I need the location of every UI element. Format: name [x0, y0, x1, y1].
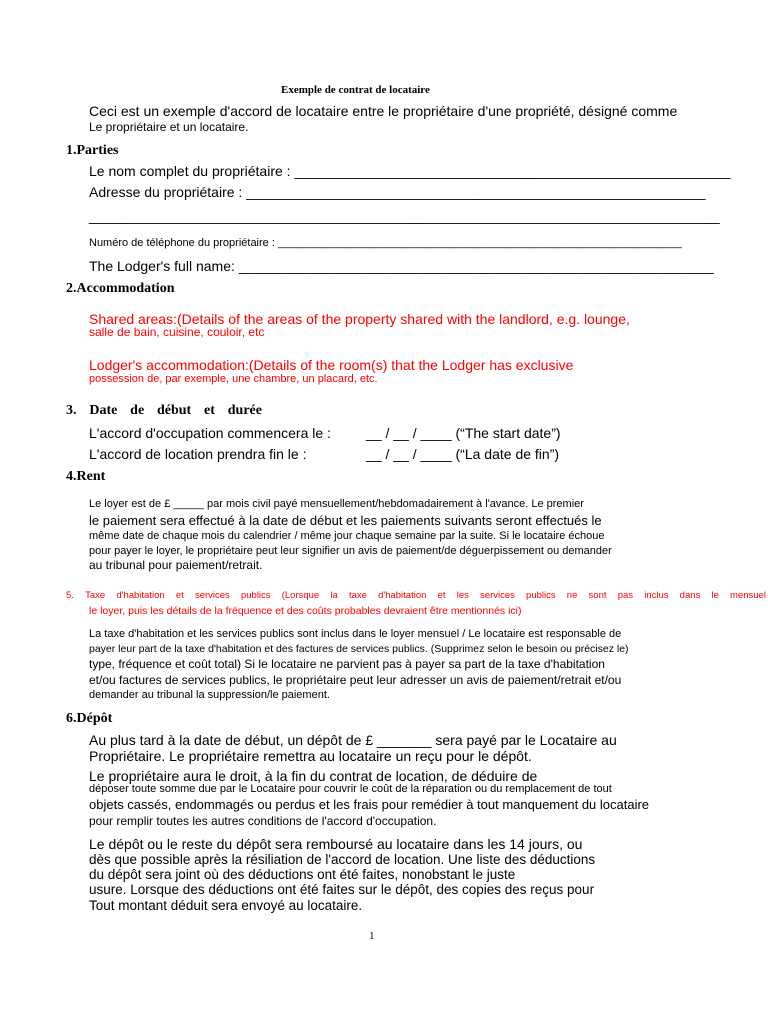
end-date-value: __ / __ / ____ (“La date de fin”): [366, 446, 560, 462]
deposit-p2-line-2: déposer toute somme due par le Locataire pour couvrir le coût de la réparation ou du remplacement de tout: [89, 783, 612, 795]
section-5-heading-word: la: [330, 590, 338, 601]
section-5-heading-word: et: [437, 590, 446, 601]
utilities-line-2: payer leur part de la taxe d'habitation et des factures de services publics. (Supprimez selon le besoin ou précisez le): [89, 643, 629, 655]
section-1-heading: 1.Parties: [66, 143, 119, 158]
section-3-heading: [66, 403, 262, 419]
lodger-name-field: The Lodger's full name: _____________________________________________________________: [89, 258, 714, 274]
utilities-line-3: type, fréquence et coût total) Si le locataire ne parvient pas à payer sa part de la taxe d'habitation: [89, 657, 605, 671]
deposit-p3-line-2: dès que possible après la résiliation de l'accord de location. Une liste des déductions: [89, 852, 596, 867]
section-5-heading-word: inclus: [644, 590, 669, 601]
section-6-heading: 6.Dépôt: [66, 711, 113, 726]
section-5-heading-word: services: [480, 590, 515, 601]
page-number: 1: [369, 930, 375, 942]
intro-line-1: Ceci est un exemple d'accord de locataire entre le propriétaire d'une propriété, désigné comme: [89, 103, 678, 119]
deposit-p3-line-5: Tout montant déduit sera envoyé au locataire.: [89, 898, 363, 913]
section-5-heading-word: d'habitation: [378, 590, 427, 601]
section-5-heading-word: pas: [617, 590, 634, 601]
document-title: Exemple de contrat de locataire: [281, 84, 430, 96]
section-3-heading-word: et: [204, 403, 215, 418]
owner-address-line-2: _________________________________________________________________________________: [89, 208, 720, 224]
start-date-value: __ / __ / ____ (“The start date”): [366, 425, 561, 441]
rent-line-2: le paiement sera effectué à la date de début et les paiements suivants seront effectués le: [89, 513, 602, 528]
section-5-heading-word: taxe: [348, 590, 367, 601]
deposit-p1-line-1: Au plus tard à la date de début, un dépôt de £ _______ sera payé par le Locataire au: [89, 732, 617, 748]
section-5-heading-word: ne: [566, 590, 578, 601]
rent-line-4: pour payer le loyer, le propriétaire peut leur signifier un avis de paiement/de déguerpissement ou demander: [89, 545, 612, 557]
section-5-heading-word: services: [194, 590, 230, 601]
deposit-p3-line-1: Le dépôt ou le reste du dépôt sera remboursé au locataire dans les 14 jours, ou: [89, 836, 583, 852]
utilities-line-4: et/ou factures de services publics, le propriétaire peut leur adresser un avis de paiement/retrait et/ou: [89, 673, 622, 687]
section-5-heading-word: mensuel: [730, 590, 766, 601]
section-3-heading-word: durée: [227, 403, 262, 418]
utilities-line-1: La taxe d'habitation et les services publics sont inclus dans le loyer mensuel / Le locataire est responsable de: [89, 628, 622, 640]
deposit-p2-line-3: objets cassés, endommagés ou perdus et les frais pour remédier à tout manquement du locataire: [89, 797, 650, 812]
section-5-heading-word: dans: [679, 590, 701, 601]
section-5-heading-word: (Lorsque: [281, 590, 320, 601]
end-date-label: L'accord de location prendra fin le :: [89, 446, 307, 462]
section-3-heading-word: 3.: [66, 403, 77, 418]
deposit-p2-line-1: Le propriétaire aura le droit, à la fin du contrat de location, de déduire de: [89, 768, 538, 784]
section-5-heading-word: d'habitation: [116, 590, 165, 601]
owner-phone-field: Numéro de téléphone du propriétaire : __________________________________________________________________: [89, 237, 682, 249]
utilities-line-5: demander au tribunal la suppression/le paiement.: [89, 689, 330, 701]
section-5-heading-word: les: [456, 590, 469, 601]
deposit-p1-line-2: Propriétaire. Le propriétaire remettra au locataire un reçu pour le dépôt.: [89, 748, 532, 764]
section-5-heading-word: publics: [526, 590, 556, 601]
section-5-heading-word: et: [175, 590, 184, 601]
rent-line-3: même date de chaque mois du calendrier / même jour chaque semaine par la suite. Si le locataire échoue: [89, 530, 605, 542]
deposit-p2-line-4: pour remplir toutes les autres conditions de l'accord d'occupation.: [89, 814, 437, 828]
section-2-heading: 2.Accommodation: [66, 281, 175, 296]
intro-line-2: Le propriétaire et un locataire.: [89, 120, 249, 134]
deposit-p3-line-3: du dépôt sera joint où des déductions ont été faites, nonobstant le juste: [89, 867, 516, 882]
section-3-heading-word: début: [156, 403, 192, 418]
section-5-heading-word: publics: [240, 590, 271, 601]
section-3-heading-word: de: [130, 403, 145, 418]
deposit-p3-line-4: usure. Lorsque des déductions ont été faites sur le dépôt, des copies des reçus pour: [89, 882, 595, 897]
section-3-heading-word: Date: [89, 403, 118, 418]
section-5-heading-word: sont: [588, 590, 607, 601]
section-5-heading-line-2: le loyer, puis les détails de la fréquence et des coûts probables devraient être mentionnés ici): [89, 605, 522, 617]
shared-areas-line-2: salle de bain, cuisine, couloir, etc: [89, 325, 265, 339]
lodger-accommodation-line-2: possession de, par exemple, une chambre, un placard, etc.: [89, 373, 378, 385]
rent-line-5: au tribunal pour paiement/retrait.: [89, 558, 263, 572]
shared-areas-line-1: Shared areas:(Details of the areas of the property shared with the landlord, e.g. lounge,: [89, 311, 630, 327]
owner-name-field: Le nom complet du propriétaire : ________________________________________________________: [89, 163, 731, 179]
rent-line-1: Le loyer est de £ _____ par mois civil payé mensuellement/hebdomadairement à l'avance. Le premier: [89, 498, 584, 510]
section-5-heading-word: le: [711, 590, 719, 601]
section-4-heading: 4.Rent: [66, 469, 106, 484]
owner-address-field: Adresse du propriétaire : ___________________________________________________________: [89, 184, 706, 200]
start-date-label: L'accord d'occupation commencera le :: [89, 425, 331, 441]
section-5-heading-word: Taxe: [85, 590, 106, 601]
section-5-heading: [66, 591, 766, 602]
section-5-heading-word: 5.: [66, 590, 74, 601]
lodger-accommodation-line-1: Lodger's accommodation:(Details of the room(s) that the Lodger has exclusive: [89, 357, 574, 373]
